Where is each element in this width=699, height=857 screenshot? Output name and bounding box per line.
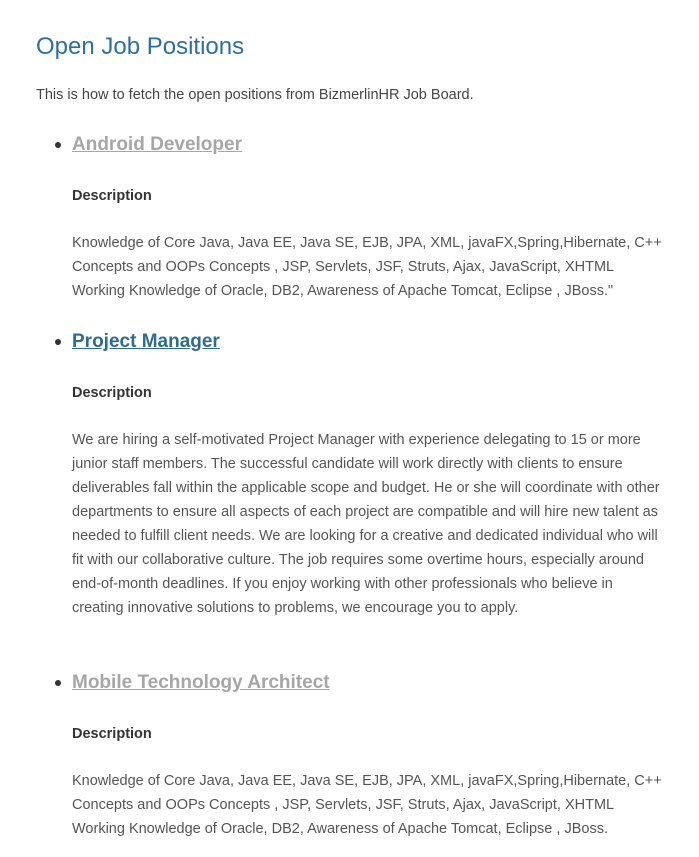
job-listing-android-developer	[72, 133, 662, 299]
description-label: Description	[72, 188, 152, 204]
job-title-link-android-developer[interactable]: Android Developer	[72, 134, 242, 155]
job-description: We are hiring a self-motivated Project Manager with experience delegating to 15 or more junior staff members. The successful candidate will work directly with clients to ensure deliverables fall within the applicable scope and budget. He or she will coordinate with other departments to ensure all aspects of each project are compatible and will hire new talent as needed to fulfill client needs. We are looking for a creative and dedicated individual who will fit with our collaborative culture. The job requires some overtime hours, especially around end-of-month deadlines. If you enjoy working with other professionals who believe in creating innovative solutions to problems, we encourage you to apply.	[72, 432, 660, 616]
bullet-icon	[55, 142, 61, 148]
description-label: Description	[72, 726, 152, 742]
bullet-icon	[55, 680, 61, 686]
intro-text: This is how to fetch the open positions from BizmerlinHR Job Board.	[36, 87, 474, 103]
bullet-icon	[55, 339, 61, 345]
description-label: Description	[72, 385, 152, 401]
job-description: Knowledge of Core Java, Java EE, Java SE, EJB, JPA, XML, javaFX,Spring,Hibernate, C++ Concepts and OOPs Concepts , JSP, Servlets, JSF, Struts, Ajax, JavaScript, XHTML Working Knowledge of Oracle, DB2, Awareness of Apache Tomcat, Eclipse , JBoss.	[72, 773, 662, 837]
job-listing-project-manager	[72, 330, 662, 616]
job-listing-mobile-technology-architect	[72, 671, 662, 837]
job-description: Knowledge of Core Java, Java EE, Java SE, EJB, JPA, XML, javaFX,Spring,Hibernate, C++ Concepts and OOPs Concepts , JSP, Servlets, JSF, Struts, Ajax, JavaScript, XHTML Working Knowledge of Oracle, DB2, Awareness of Apache Tomcat, Eclipse , JBoss."	[72, 235, 662, 299]
job-title-link-project-manager[interactable]: Project Manager	[72, 331, 220, 352]
page-title: Open Job Positions	[36, 33, 245, 60]
job-title-link-mobile-technology-architect[interactable]: Mobile Technology Architect	[72, 672, 330, 693]
